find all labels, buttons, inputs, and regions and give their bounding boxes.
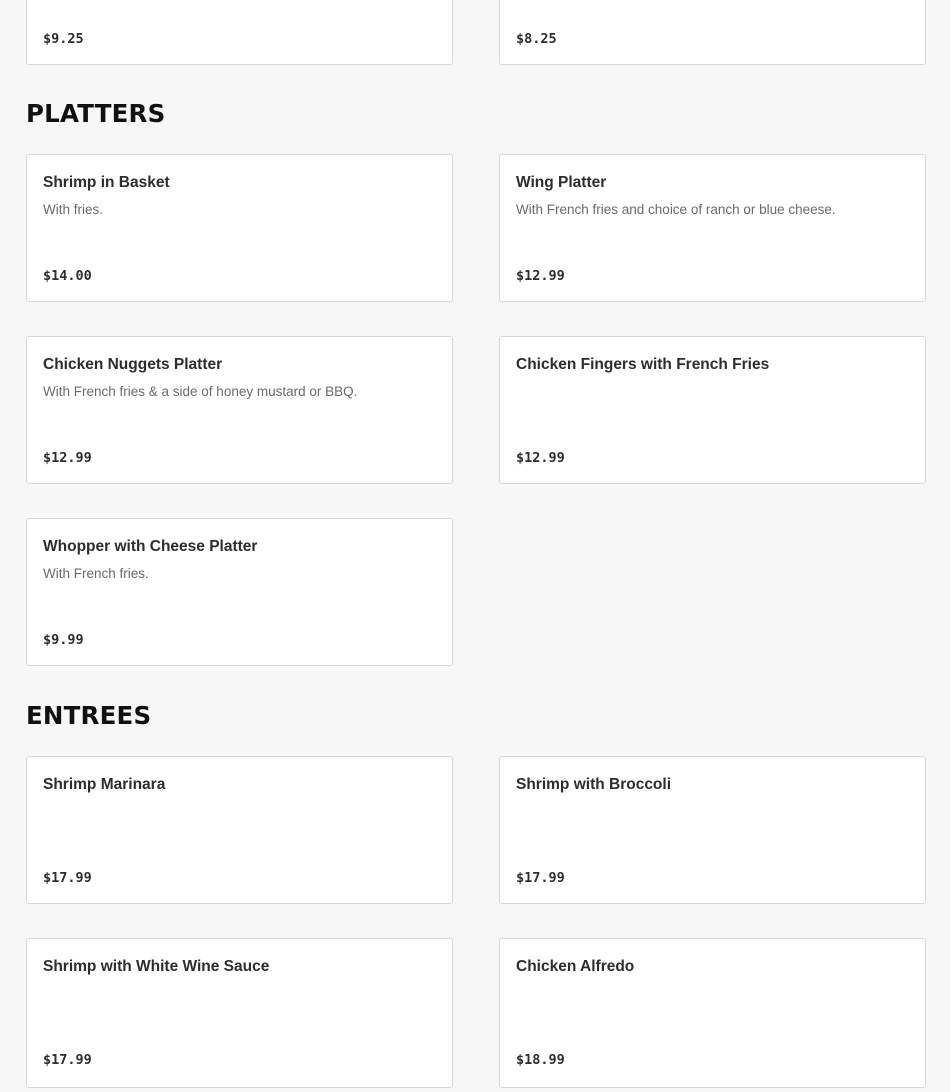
- menu-item-card[interactable]: [499, 938, 926, 1088]
- section-heading-entrees: ENTREES: [26, 701, 152, 730]
- menu-item-card[interactable]: [26, 938, 453, 1088]
- menu-item-card[interactable]: [499, 756, 926, 904]
- item-price: $17.99: [516, 870, 565, 886]
- menu-item-card[interactable]: [499, 0, 926, 65]
- item-name: Wing Platter: [516, 174, 607, 191]
- item-price: $9.25: [43, 31, 84, 47]
- menu-item-card[interactable]: [499, 154, 926, 302]
- item-price: $14.00: [43, 268, 92, 284]
- item-description: With French fries.: [43, 566, 149, 581]
- menu-item-card[interactable]: [499, 336, 926, 484]
- item-name: Shrimp with White Wine Sauce: [43, 958, 270, 975]
- menu-item-card[interactable]: [26, 336, 453, 484]
- item-name: Chicken Alfredo: [516, 958, 635, 975]
- item-description: With French fries & a side of honey mustard or BBQ.: [43, 384, 358, 399]
- item-description: With fries.: [43, 202, 104, 217]
- item-name: Chicken Fingers with French Fries: [516, 356, 770, 373]
- item-price: $8.25: [516, 31, 557, 47]
- item-name: Whopper with Cheese Platter: [43, 538, 258, 555]
- item-name: Chicken Nuggets Platter: [43, 356, 223, 373]
- menu-item-card[interactable]: [26, 518, 453, 666]
- item-price: $9.99: [43, 632, 84, 648]
- item-price: $18.99: [516, 1052, 565, 1068]
- menu-item-card[interactable]: [26, 154, 453, 302]
- item-price: $17.99: [43, 870, 92, 886]
- menu-item-card[interactable]: [26, 0, 453, 65]
- item-name: Shrimp Marinara: [43, 776, 166, 793]
- item-name: Shrimp with Broccoli: [516, 776, 672, 793]
- item-price: $17.99: [43, 1052, 92, 1068]
- item-description: With French fries and choice of ranch or blue cheese.: [516, 202, 836, 217]
- item-price: $12.99: [516, 450, 565, 466]
- section-heading-platters: PLATTERS: [26, 99, 166, 128]
- item-name: Shrimp in Basket: [43, 174, 170, 191]
- item-price: $12.99: [516, 268, 565, 284]
- item-price: $12.99: [43, 450, 92, 466]
- menu-item-card[interactable]: [26, 756, 453, 904]
